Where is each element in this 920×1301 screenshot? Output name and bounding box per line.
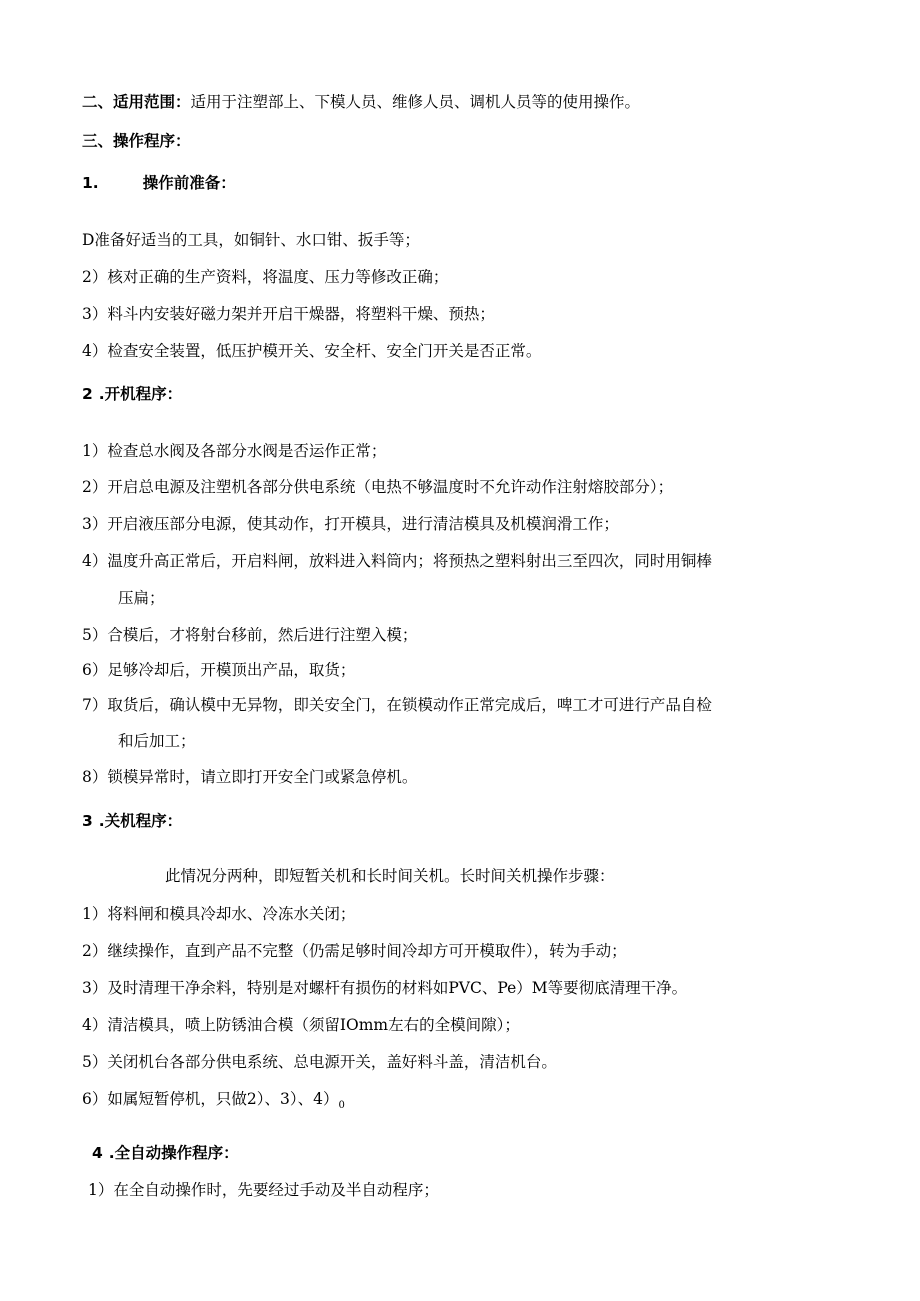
auto-heading	[92, 1143, 239, 1163]
prep-item: 2）核对正确的生产资料，将温度、压力等修改正确；	[82, 268, 449, 286]
startup-item: 5）合模后，才将射台移前，然后进行注塑入模；	[82, 626, 418, 644]
shutdown-number: 3	[82, 812, 93, 830]
startup-item: 4）温度升高正常后，开启料闸，放料进入料筒内；将预热之塑料射出三至四次，同时用铜棒	[82, 552, 712, 570]
shutdown-item: 2）继续操作，直到产品不完整（仍需足够时间冷却方可开模取件），转为手动；	[82, 942, 627, 960]
shutdown-item: 4）清洁模具，喷上防锈油合模（须留IOmm左右的全模间隙）；	[82, 1016, 520, 1034]
shutdown-item: 1）将料闸和模具冷却水、冷冻水关闭；	[82, 905, 356, 923]
prep-number: 1.	[82, 174, 99, 192]
shutdown-item-last	[82, 1089, 345, 1116]
shutdown-intro: 此情况分两种，即短暂关机和长时间关机。长时间关机操作步骤：	[165, 867, 615, 885]
startup-item-continuation: 和后加工；	[118, 732, 196, 750]
startup-item-continuation: 压扁；	[118, 589, 165, 607]
shutdown-item: 5）关闭机台各部分供电系统、总电源开关，盖好料斗盖，清洁机台。	[82, 1053, 557, 1071]
shutdown-title: .关机程序：	[98, 812, 183, 830]
startup-number: 2	[82, 385, 93, 403]
shutdown-heading	[82, 811, 182, 831]
prep-item: 4）检查安全装置，低压护模开关、安全杆、安全门开关是否正常。	[82, 342, 542, 360]
startup-item: 7）取货后，确认模中无异物，即关安全门，在锁模动作正常完成后，啤工才可进行产品自检	[82, 696, 712, 714]
startup-item: 3）开启液压部分电源，使其动作，打开模具，进行清洁模具及机模润滑工作；	[82, 515, 619, 533]
startup-item: 1）检查总水阀及各部分水阀是否运作正常；	[82, 442, 387, 460]
startup-heading	[82, 384, 182, 404]
prep-title: 操作前准备：	[142, 174, 236, 192]
startup-title: .开机程序：	[98, 385, 183, 403]
shutdown-item: 6）如属短暂停机，只做2）、3）、4）	[82, 1090, 339, 1108]
scope-heading: 二、适用范围：	[82, 93, 191, 111]
prep-heading	[82, 173, 236, 193]
startup-item: 8）锁模异常时，请立即打开安全门或紧急停机。	[82, 768, 418, 786]
scope-text: 适用于注塑部上、下模人员、维修人员、调机人员等的使用操作。	[190, 93, 641, 111]
scope-line	[82, 92, 640, 112]
auto-item: 1）在全自动操作时，先要经过手动及半自动程序；	[88, 1181, 439, 1199]
startup-item: 6）足够冷却后，开模顶出产品，取货；	[82, 661, 356, 679]
trailing-mark: 0	[338, 1100, 345, 1111]
procedure-heading: 三、操作程序：	[82, 132, 191, 150]
auto-title: .全自动操作程序：	[108, 1144, 239, 1162]
prep-item: 3）料斗内安装好磁力架并开启干燥器，将塑料干燥、预热；	[82, 305, 495, 323]
prep-item: D准备好适当的工具，如铜针、水口钳、扳手等；	[82, 231, 420, 249]
startup-item: 2）开启总电源及注塑机各部分供电系统（电热不够温度时不允许动作注射熔胶部分）；	[82, 478, 674, 496]
auto-number: 4	[92, 1144, 103, 1162]
shutdown-item: 3）及时清理干净余料，特别是对螺杆有损伤的材料如PVC、Pe）M等要彻底清理干净。	[82, 979, 688, 997]
